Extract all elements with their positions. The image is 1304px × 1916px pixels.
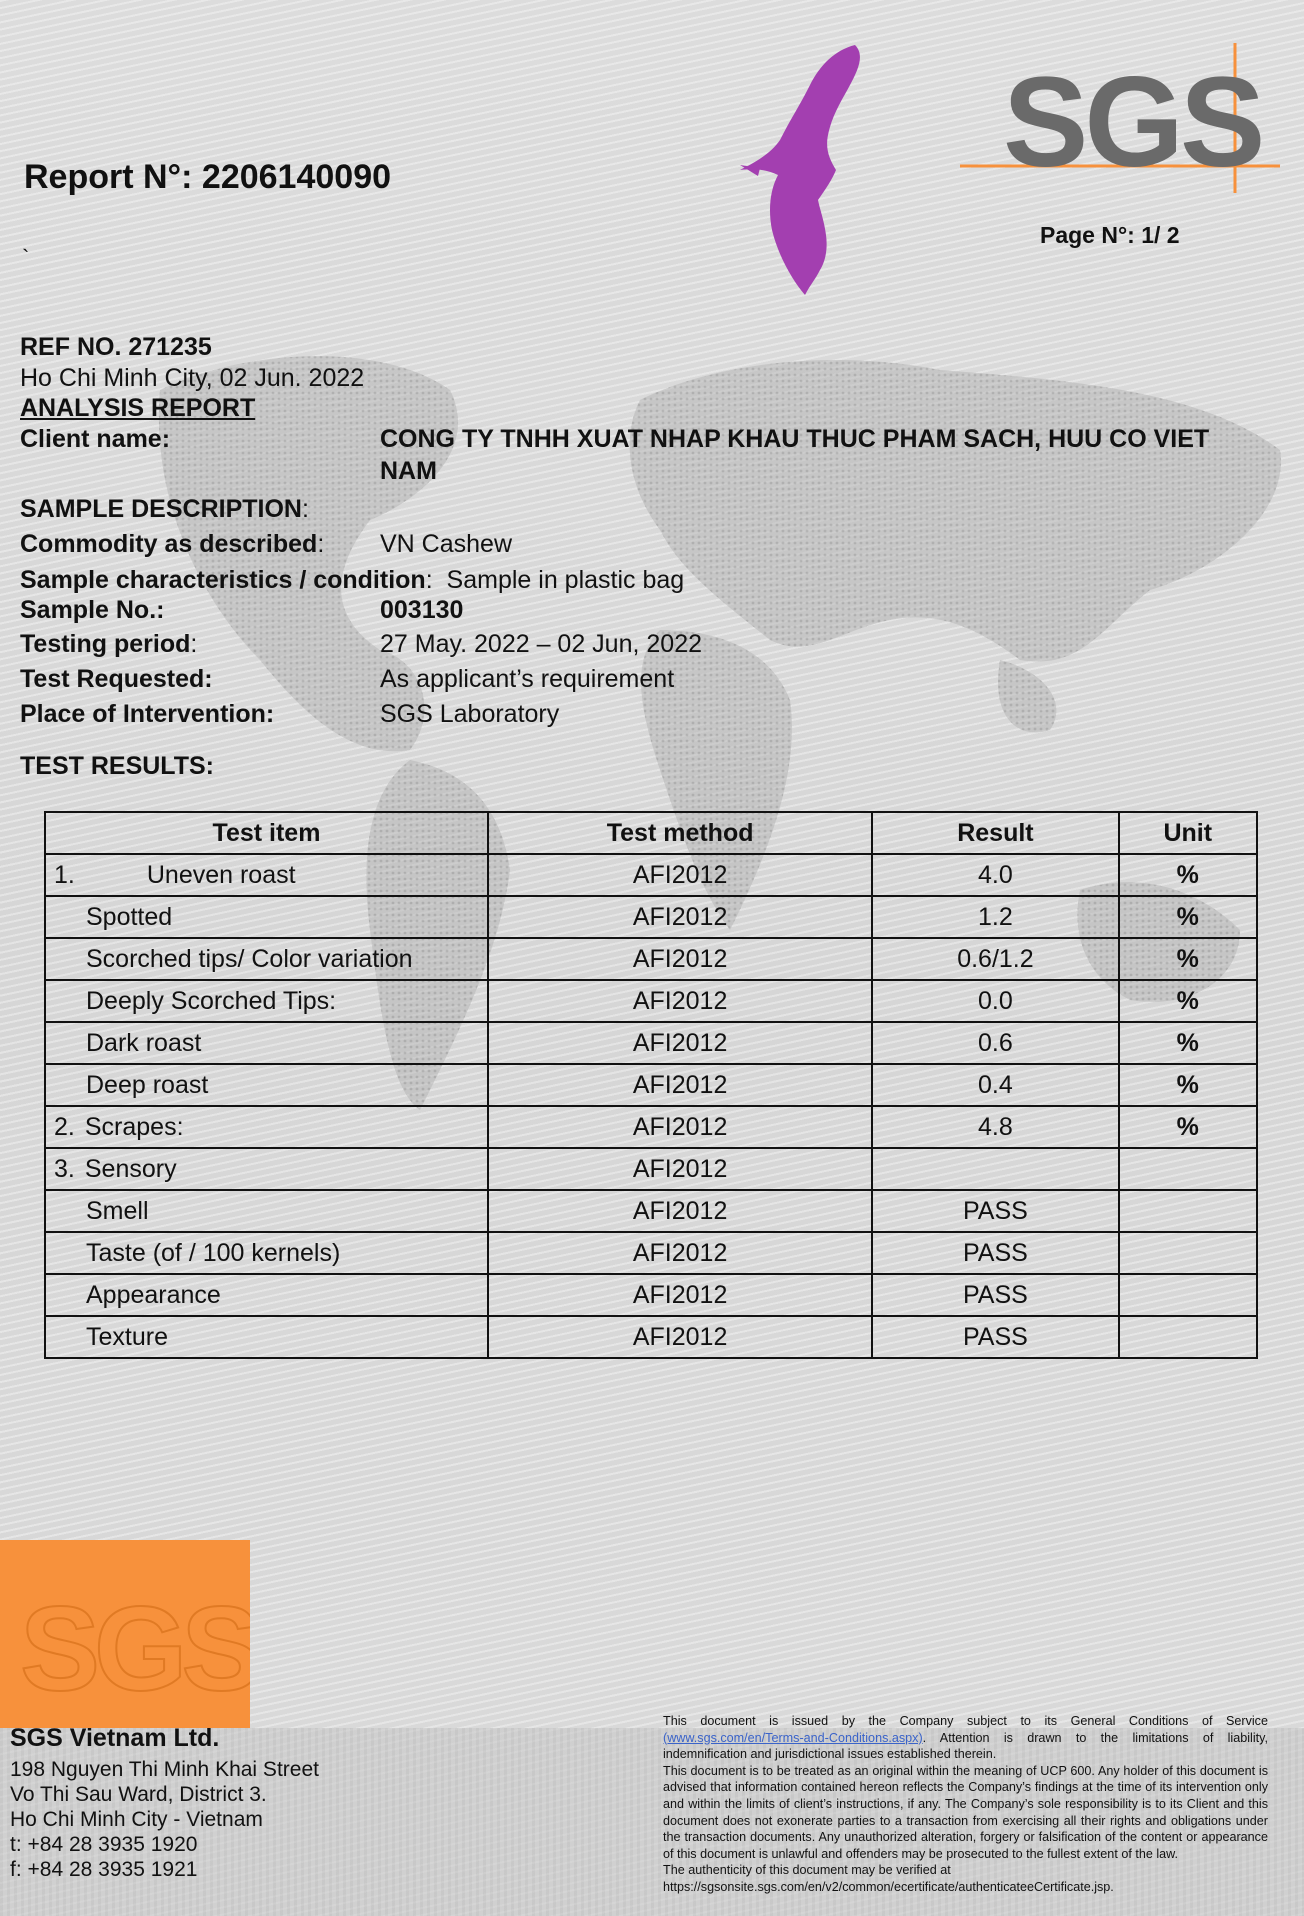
cell-unit — [1119, 1232, 1257, 1274]
cell-unit: % — [1119, 1106, 1257, 1148]
cell-test-method: AFI2012 — [488, 1274, 872, 1316]
cell-unit — [1119, 1316, 1257, 1358]
address-line: Ho Chi Minh City - Vietnam — [10, 1808, 263, 1831]
legal-disclaimer: This document is issued by the Company subject to its General Conditions of Service (www.sgs.com/en/Terms-and-Conditions.aspx). Attention is drawn to the limitations of liability, indemnification and jurisdictional issues established therein. This document is to be treated as an original within the meaning of UCP 600. Any holder of this document is advised that information contained hereon reflects the Company’s findings at the time of its intervention only and within the limits of client’s instructions, if any. The Company’s sole responsibility is to its Client and this document does not exonerate parties to a transaction from exercising all their rights and obligations under the transaction documents. Any unauthorized alteration, forgery or falsification of the content or appearance of this document is unlawful and offenders may be prosecuted to the fullest extent of the law. The authenticity of this document may be verified at https://sgsonsite.sgs.com/en/v2/common/ecertificate/authenticateeCertificate.jsp. — [663, 1714, 1268, 1894]
results-table — [44, 811, 1258, 1359]
item-label: Taste (of / 100 kernels) — [86, 1238, 341, 1267]
table-row — [45, 1064, 1257, 1106]
table-row — [45, 1274, 1257, 1316]
sgs-orange-logo — [0, 1540, 250, 1728]
table-row — [45, 1148, 1257, 1190]
item-label: Deep roast — [86, 1070, 209, 1099]
table-row — [45, 980, 1257, 1022]
cell-test-item — [45, 1232, 488, 1274]
stray-backtick: ` — [22, 245, 30, 270]
legal-paragraph: This document is to be treated as an original within the meaning of UCP 600. Any holder of this document is advised that information contained hereon reflects the Company’s findings at the time of its intervention only and within the limits of client’s instructions, if any. The Company’s sole responsibility is to its Client and this document does not exonerate parties to a transaction from exercising all their rights and obligations under the transaction documents. Any unauthorized alteration, forgery or falsification of the content or appearance of this document is unlawful and offenders may be prosecuted to the fullest extent of the law. — [663, 1763, 1268, 1861]
cell-test-item — [45, 938, 488, 980]
ref-number: REF NO. 271235 — [20, 333, 212, 361]
cell-test-method: AFI2012 — [488, 980, 872, 1022]
test-requested-value: As applicant’s requirement — [380, 665, 675, 693]
fax-line: f: +84 28 3935 1921 — [10, 1858, 198, 1881]
cell-result: 0.6 — [872, 1022, 1118, 1064]
sample-no-value: 003130 — [380, 596, 464, 624]
test-requested-label: Test Requested: — [20, 665, 213, 693]
table-row — [45, 896, 1257, 938]
cell-test-method: AFI2012 — [488, 1022, 872, 1064]
cell-unit: % — [1119, 980, 1257, 1022]
table-row — [45, 1232, 1257, 1274]
cell-test-item — [45, 854, 488, 896]
table-row — [45, 1022, 1257, 1064]
place-value: SGS Laboratory — [380, 700, 560, 728]
test-requested-row — [20, 665, 675, 694]
item-label: Texture — [86, 1322, 168, 1351]
cell-test-method: AFI2012 — [488, 1232, 872, 1274]
cell-test-item — [45, 1190, 488, 1232]
cell-test-method: AFI2012 — [488, 854, 872, 896]
cell-unit: % — [1119, 896, 1257, 938]
header-test-method: Test method — [488, 812, 872, 854]
client-row — [20, 425, 1210, 485]
item-label: Deeply Scorched Tips: — [86, 986, 337, 1015]
cell-test-method: AFI2012 — [488, 938, 872, 980]
verification-url: https://sgsonsite.sgs.com/en/v2/common/ecertificate/authenticateeCertificate.jsp. — [663, 1879, 1114, 1894]
characteristics-value: Sample in plastic bag — [446, 566, 685, 594]
commodity-value: VN Cashew — [380, 530, 512, 558]
address-line: 198 Nguyen Thi Minh Khai Street — [10, 1758, 319, 1781]
table-row — [45, 1190, 1257, 1232]
cell-unit: % — [1119, 938, 1257, 980]
legal-paragraph: The authenticity of this document may be verified at — [663, 1863, 951, 1878]
cell-result: PASS — [872, 1190, 1118, 1232]
item-number: 2. — [54, 1112, 75, 1141]
cell-test-method: AFI2012 — [488, 1064, 872, 1106]
cell-result: 4.0 — [872, 854, 1118, 896]
cell-test-method: AFI2012 — [488, 1106, 872, 1148]
report-title: ANALYSIS REPORT — [20, 394, 256, 422]
item-label: Spotted — [86, 902, 173, 931]
cell-result: PASS — [872, 1274, 1118, 1316]
cell-result: 4.8 — [872, 1106, 1118, 1148]
characteristics-row: Sample characteristics / condition: Sample in plastic bag — [20, 566, 685, 594]
cell-result: PASS — [872, 1232, 1118, 1274]
cell-test-item — [45, 1148, 488, 1190]
header-unit: Unit — [1119, 812, 1257, 854]
cell-unit: % — [1119, 1064, 1257, 1106]
table-row — [45, 854, 1257, 896]
terms-link[interactable]: (www.sgs.com/en/Terms-and-Conditions.aspx) — [663, 1730, 923, 1745]
item-label: Sensory — [84, 1154, 177, 1183]
table-row — [45, 938, 1257, 980]
cell-unit — [1119, 1148, 1257, 1190]
cell-unit: % — [1119, 854, 1257, 896]
item-label: Dark roast — [86, 1028, 202, 1057]
cell-unit — [1119, 1190, 1257, 1232]
client-value: CONG TY TNHH XUAT NHAP KHAU THUC PHAM SACH, HUU CO VIET NAM — [380, 425, 1210, 485]
place-row — [20, 700, 560, 729]
sample-description-row: SAMPLE DESCRIPTION: — [20, 495, 309, 523]
commodity-row: Commodity as described: VN Cashew — [20, 530, 512, 558]
cell-test-method: AFI2012 — [488, 1190, 872, 1232]
characteristics-label: Sample characteristics / condition — [20, 566, 426, 594]
table-row — [45, 1316, 1257, 1358]
header-result: Result — [872, 812, 1118, 854]
sample-no-row — [20, 596, 464, 625]
item-label: Appearance — [86, 1280, 221, 1309]
cell-result: 0.0 — [872, 980, 1118, 1022]
cell-test-item — [45, 1106, 488, 1148]
testing-period-label: Testing period — [20, 630, 191, 658]
cell-test-method: AFI2012 — [488, 1148, 872, 1190]
header-test-item: Test item — [45, 812, 488, 854]
sample-no-label: Sample No.: — [20, 596, 165, 624]
cell-result: 0.6/1.2 — [872, 938, 1118, 980]
sgs-orange-logo-mark — [0, 1540, 250, 1728]
cell-test-item — [45, 1316, 488, 1358]
item-number: 3. — [54, 1154, 75, 1183]
cell-test-item — [45, 896, 488, 938]
item-label: Smell — [86, 1196, 149, 1225]
testing-period-row: Testing period: 27 May. 2022 – 02 Jun, 2022 — [20, 630, 702, 658]
sample-description-label: SAMPLE DESCRIPTION — [20, 495, 302, 523]
cell-test-item — [45, 1022, 488, 1064]
testing-period-value: 27 May. 2022 – 02 Jun, 2022 — [380, 630, 702, 658]
cell-test-method: AFI2012 — [488, 896, 872, 938]
cell-result — [872, 1148, 1118, 1190]
cell-test-item — [45, 1064, 488, 1106]
svg-text:SGS: SGS — [1003, 51, 1262, 194]
cell-unit: % — [1119, 1022, 1257, 1064]
cell-test-method: AFI2012 — [488, 1316, 872, 1358]
svg-text:SGS: SGS — [20, 1582, 250, 1716]
place-date: Ho Chi Minh City, 02 Jun. 2022 — [20, 364, 365, 392]
item-label: Uneven roast — [146, 860, 296, 889]
report-number: Report N°: 2206140090 — [24, 158, 392, 196]
address-line: Vo Thi Sau Ward, District 3. — [10, 1783, 267, 1806]
page-number: Page N°: 1/ 2 — [1040, 222, 1180, 248]
company-name: SGS Vietnam Ltd. — [10, 1724, 220, 1752]
item-number: 1. — [54, 860, 75, 889]
commodity-label: Commodity as described — [20, 530, 318, 558]
phone-line: t: +84 28 3935 1920 — [10, 1833, 198, 1856]
item-label: Scrapes: — [84, 1112, 184, 1141]
place-label: Place of Intervention: — [20, 700, 275, 728]
table-row — [45, 1106, 1257, 1148]
bird-logo-icon — [740, 40, 880, 300]
cell-test-item — [45, 1274, 488, 1316]
results-title: TEST RESULTS: — [20, 752, 214, 780]
cell-result: 0.4 — [872, 1064, 1118, 1106]
table-header-row — [45, 812, 1257, 854]
cell-unit — [1119, 1274, 1257, 1316]
client-label: Client name: — [20, 425, 171, 453]
cell-result: 1.2 — [872, 896, 1118, 938]
cell-test-item — [45, 980, 488, 1022]
cell-result: PASS — [872, 1316, 1118, 1358]
item-label: Scorched tips/ Color variation — [86, 944, 413, 973]
sgs-logo — [955, 38, 1285, 198]
